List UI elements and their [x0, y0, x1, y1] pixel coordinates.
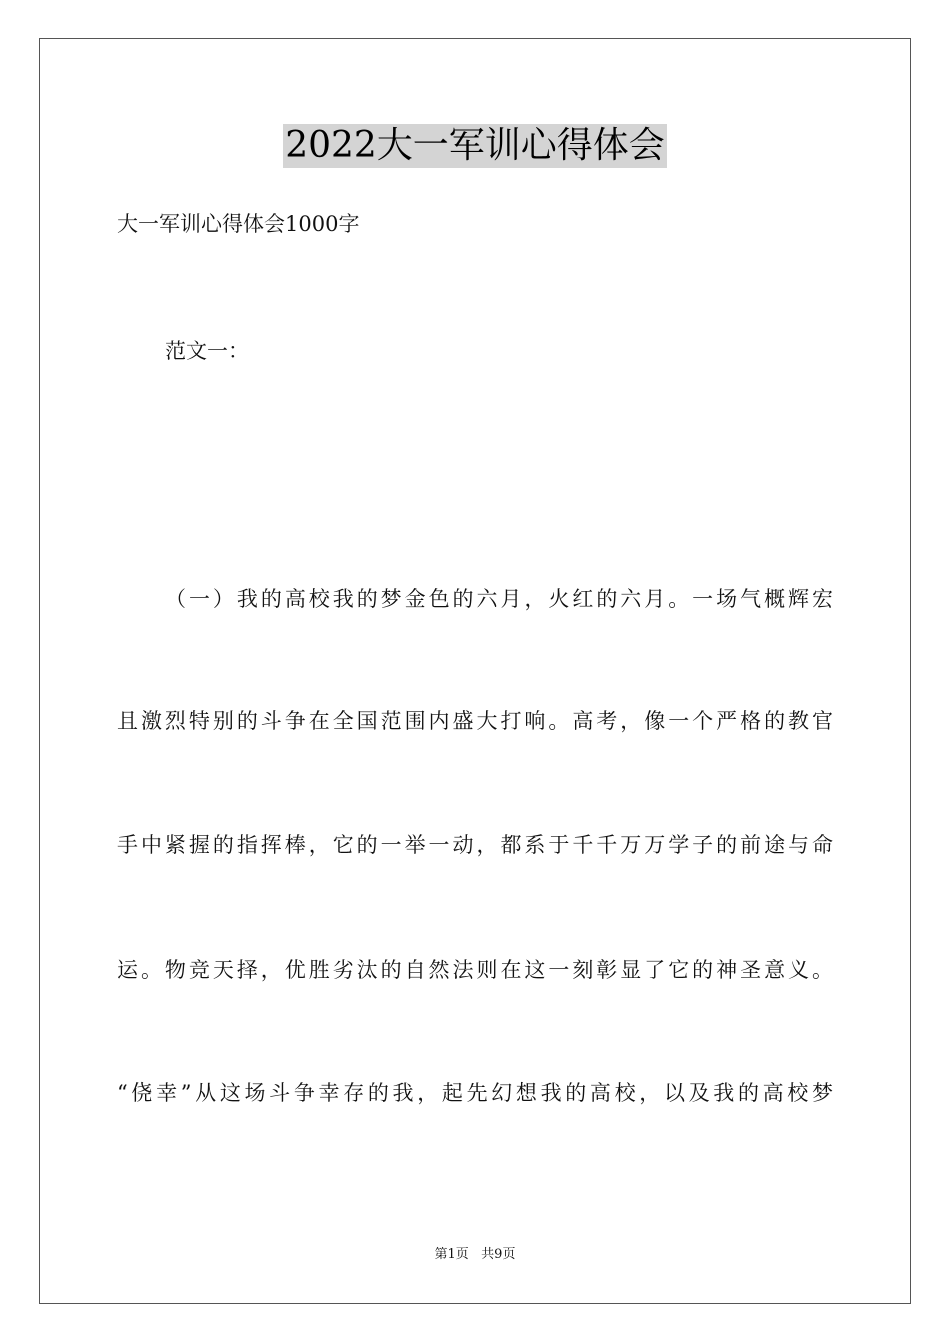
paragraph-line: 运。物竞天择，优胜劣汰的自然法则在这一刻彰显了它的神圣意义。	[117, 958, 833, 982]
paragraph-line: 手中紧握的指挥棒，它的一举一动，都系于千千万万学子的前途与命	[117, 833, 833, 857]
title-container	[0, 124, 950, 168]
section-label: 范文一：	[165, 339, 249, 363]
paragraph-line: 且激烈特别的斗争在全国范围内盛大打响。高考，像一个严格的教官	[117, 709, 833, 733]
page-footer: 第1页 共9页	[434, 1247, 516, 1262]
paragraph-line: （一）我的高校我的梦金色的六月，火红的六月。一场气概辉宏	[165, 587, 833, 611]
document-subtitle: 大一军训心得体会1000字	[117, 212, 360, 236]
document-title: 2022大一军训心得体会	[285, 125, 665, 166]
paragraph-line: “侥幸”从这场斗争幸存的我，起先幻想我的高校，以及我的高校梦	[117, 1081, 833, 1105]
